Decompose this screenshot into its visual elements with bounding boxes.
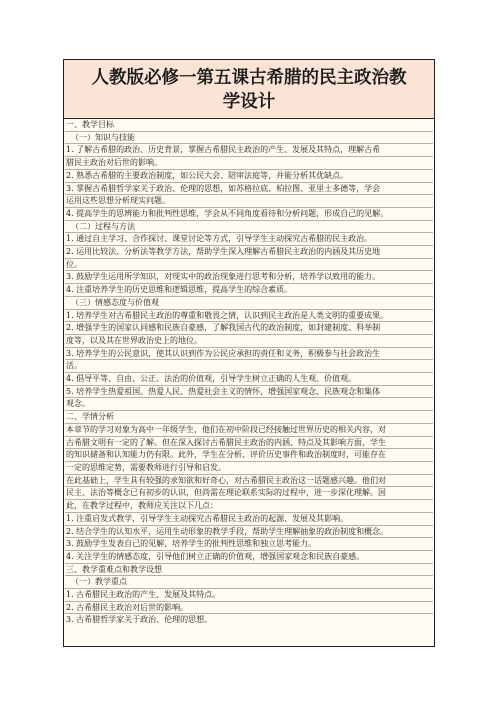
body-line: 1. 古希腊民主政治的产生、发展及其特点。	[65, 589, 433, 602]
body-line: 4. 倡导平等、自由、公正、法治的价值观，引导学生树立正确的人生观、价值观。	[65, 373, 433, 386]
body-line: 2. 增强学生的国家认同感和民族自豪感，了解我国古代的政治制度，如封建制度、科举制	[65, 322, 433, 335]
body-line: 4. 提高学生的思辨能力和批判性思维，学会从不同角度看待和分析问题，形成自己的见解。	[65, 208, 433, 221]
body-line: 2. 古希腊民主政治对后世的影响。	[65, 602, 433, 615]
body-line: 4. 注重培养学生的历史思维和逻辑思维，提高学生的综合素质。	[65, 284, 433, 297]
document-body	[64, 119, 434, 626]
body-line: 运用这些思想分析现实问题。	[65, 195, 433, 208]
subsection-heading: （三）情感态度与价值观	[65, 297, 433, 310]
body-line: 3. 鼓励学生运用所学知识，对现实中的政治现象进行思考和分析，培养学以致用的能力。	[65, 271, 433, 284]
body-line: 位。	[65, 259, 433, 272]
body-line: 此，在教学过程中，教师应关注以下几点：	[65, 500, 433, 513]
body-line: 观念。	[65, 398, 433, 411]
title-line-2: 学设计	[222, 92, 276, 112]
title-line-1: 人教版必修一第五课古希腊的民主政治教	[91, 68, 407, 88]
body-line: 5. 培养学生热爱祖国、热爱人民、热爱社会主义的情怀，增强国家观念、民族观念和集体	[65, 386, 433, 399]
body-line: 活。	[65, 360, 433, 373]
document-table	[63, 59, 435, 647]
body-line: 一定的思维定势，需要教师进行引导和启发。	[65, 462, 433, 475]
section-heading: 一、教学目标	[65, 119, 433, 132]
body-line: 1. 培养学生对古希腊民主政治的尊重和敬畏之情，认识到民主政治是人类文明的重要成果。	[65, 310, 433, 323]
body-line: 3. 鼓励学生发表自己的见解，培养学生的批判性思维和独立思考能力。	[65, 538, 433, 551]
body-line: 4. 关注学生的情感态度，引导他们树立正确的价值观，增强国家观念和民族自豪感。	[65, 551, 433, 564]
body-line: 1. 通过自主学习、合作探讨、课堂讨论等方式，引导学生主动探究古希腊的民主政治。	[65, 233, 433, 246]
body-line: 腊民主政治对后世的影响。	[65, 157, 433, 170]
subsection-heading: （二）过程与方法	[65, 221, 433, 234]
body-line: 2. 运用比较法、分析法等教学方法，帮助学生深入理解古希腊民主政治的内涵及其历史地	[65, 246, 433, 259]
body-line: 3. 培养学生的公民意识，使其认识到作为公民应承担的责任和义务，积极参与社会政治生	[65, 348, 433, 361]
body-line: 民主、法治等概念已有初步的认识，但尚需在理论联系实际的过程中，进一步深化理解。因	[65, 487, 433, 500]
body-line: 本章节的学习对象为高中一年级学生，他们在初中阶段已经接触过世界历史的相关内容，对	[65, 424, 433, 437]
body-line: 在此基础上，学生具有较强的求知欲和好奇心，对古希腊民主政治这一话题感兴趣。他们对	[65, 475, 433, 488]
body-line: 3. 古希腊哲学家关于政治、伦理的思想。	[66, 615, 213, 625]
body-line: 古希腊文明有一定的了解。但在深入探讨古希腊民主政治的内涵、特点及其影响方面，学生	[65, 437, 433, 450]
body-line: 1. 注重启发式教学，引导学生主动探究古希腊民主政治的起源、发展及其影响。	[65, 513, 433, 526]
body-line: 3. 掌握古希腊哲学家关于政治、伦理的思想，如苏格拉底、柏拉图、亚里士多德等，学会	[65, 183, 433, 196]
body-line: 2. 熟悉古希腊的主要政治制度，如公民大会、陪审法庭等，并能分析其优缺点。	[65, 170, 433, 183]
section-heading: 三、教学重难点和教学设想	[65, 564, 433, 577]
body-line: 度等，以及其在世界政治史上的地位。	[65, 335, 433, 348]
document-title	[64, 60, 434, 119]
body-line: 1. 了解古希腊的政治、历史背景，掌握古希腊民主政治的产生、发展及其特点，理解古希	[65, 144, 433, 157]
body-line: 2. 结合学生的认知水平，运用生动形象的教学手段，帮助学生理解抽象的政治制度和概念。	[65, 526, 433, 539]
subsection-heading: （一）知识与技能	[65, 132, 433, 145]
body-line: 的知识储备和认知能力仍有限。此外，学生在分析、评价历史事件和政治制度时，可能存在	[65, 449, 433, 462]
section-heading: 二、学情分析	[65, 411, 433, 424]
subsection-heading: （一）教学重点	[65, 576, 433, 589]
